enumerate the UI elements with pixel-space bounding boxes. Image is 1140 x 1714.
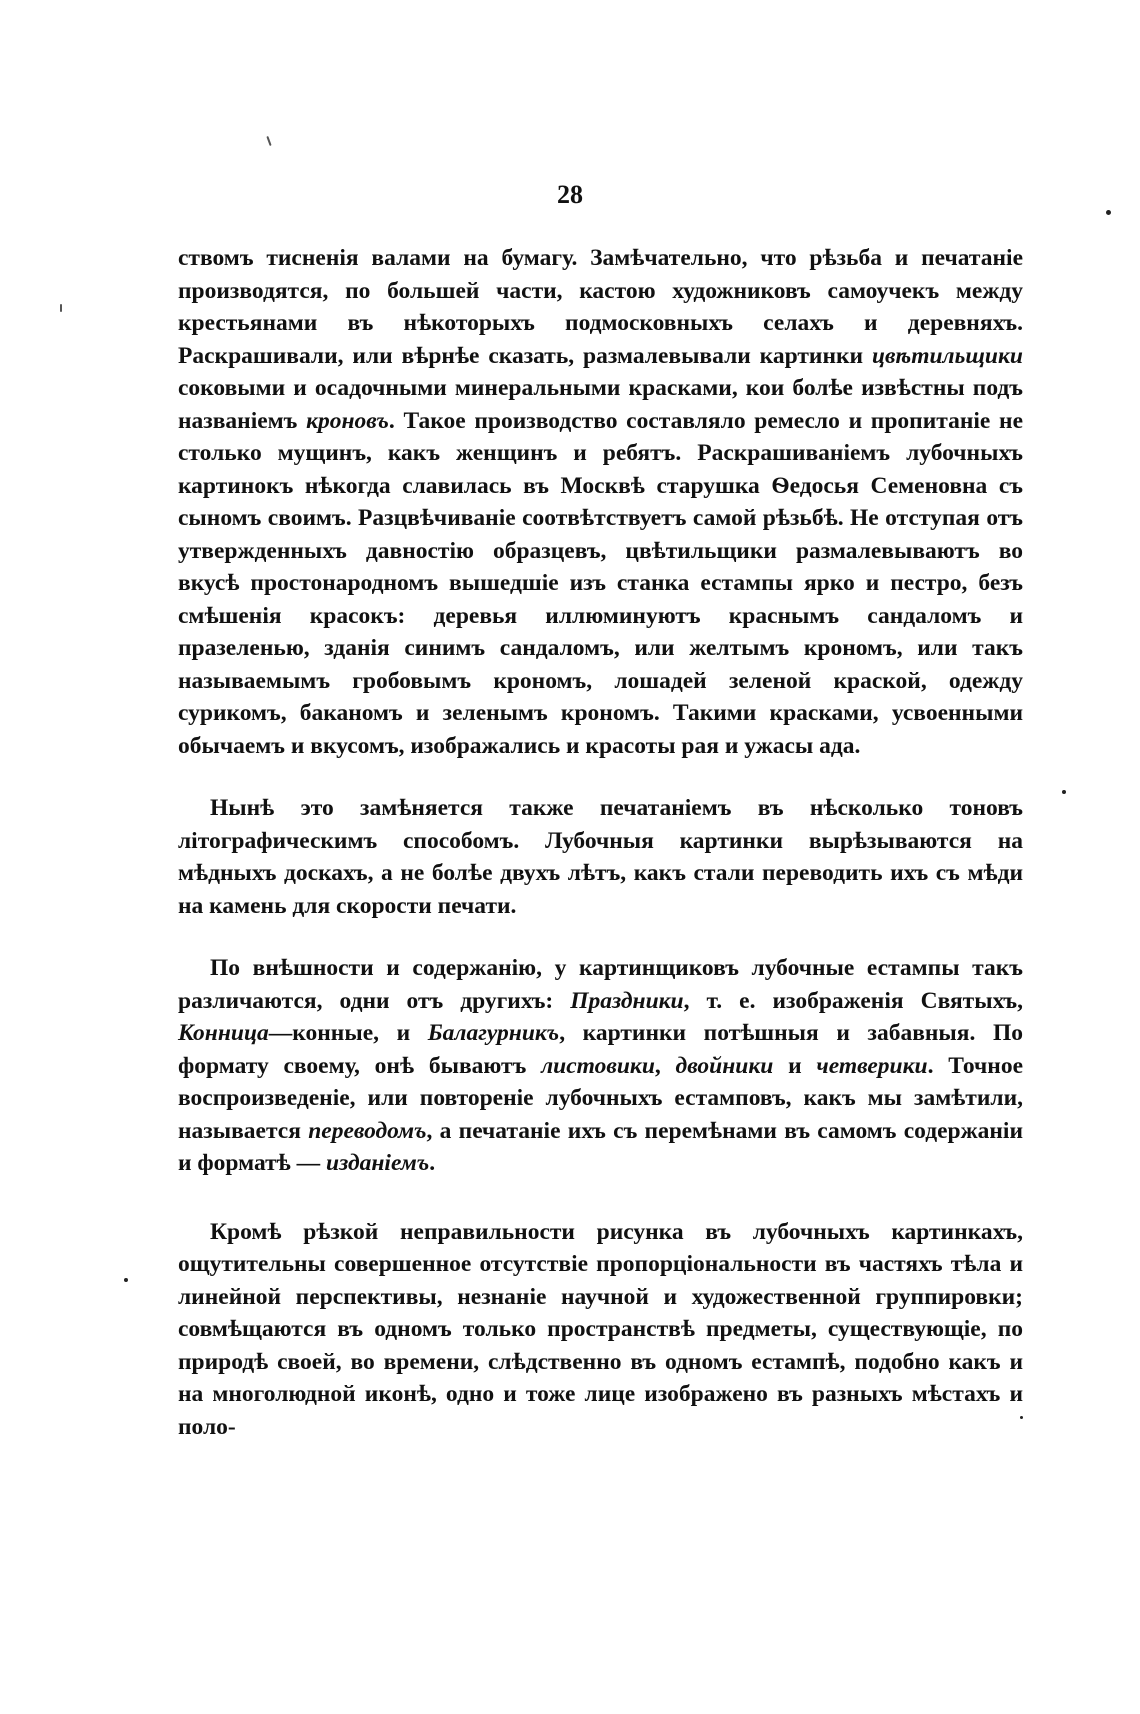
body-text bbox=[178, 242, 1023, 1443]
paragraph: ствомъ тисненія валами на бумагу. Замѣчательно, что рѣзьба и печатаніе производятся, по большей части, кастою художниковъ самоучекъ между крестьянами въ нѣкоторыхъ подмосковныхъ селахъ и деревняхъ. Раскрашивали, или вѣрнѣе сказать, размалевывали картинки цвѣтильщики соковыми и осадочными минеральными красками, кои болѣе извѣстны подъ названіемъ кроновъ. Такое производство составляло ремесло и пропитаніе не столько мущинъ, какъ женщинъ и ребятъ. Раскрашиваніемъ лубочныхъ картинокъ нѣкогда славилась въ Москвѣ старушка Ѳедосья Семеновна съ сыномъ своимъ. Разцвѣчиваніе соотвѣтствуетъ самой рѣзьбѣ. Не отступая отъ утвержденныхъ давностію образцевъ, цвѣтильщики размалевываютъ во вкусѣ простонародномъ вышедшіе изъ станка естампы ярко и пестро, безъ смѣшенія красокъ: деревья иллюминуютъ краснымъ сандаломъ и празеленью, зданія синимъ сандаломъ, или желтымъ крономъ, или такъ называемымъ гробовымъ крономъ, лошадей зеленой краской, одежду сурикомъ, баканомъ и зеленымъ крономъ. Такими красками, усвоенными обычаемъ и вкусомъ, изображались и красоты рая и ужасы ада. bbox=[178, 245, 1023, 759]
page-number: 28 bbox=[557, 180, 583, 209]
print-speck bbox=[266, 136, 271, 146]
italic-term: изданіемъ bbox=[326, 1150, 430, 1176]
paragraph: По внѣшности и содержанію, у картинщиковъ лубочные естампы такъ различаются, одни отъ другихъ: Праздники, т. е. изображенія Святыхъ, Конница—конные, и Балагурникъ, картинки потѣшныя и забавныя. По формату своему, онѣ бываютъ листовики, двойники и четверики. Точное воспроизведеніе, или повтореніе лубочныхъ естамповъ, какъ мы замѣтили, называется переводомъ, а печатаніе ихъ съ перемѣнами въ самомъ содержаніи и форматѣ — изданіемъ. bbox=[178, 955, 1023, 1176]
italic-term: четверики bbox=[816, 1052, 928, 1079]
italic-term: Балагурникъ bbox=[427, 1020, 560, 1046]
print-speck bbox=[124, 1278, 128, 1282]
italic-term: кроновъ bbox=[306, 407, 389, 434]
print-speck bbox=[1106, 210, 1111, 215]
print-speck bbox=[60, 304, 62, 312]
print-speck bbox=[1062, 790, 1066, 794]
italic-term: цвѣтильщики bbox=[871, 342, 1023, 369]
italic-term: Конница bbox=[178, 1020, 269, 1046]
italic-term: листовики bbox=[541, 1052, 655, 1079]
italic-term: двойники bbox=[675, 1052, 774, 1079]
italic-term: переводомъ bbox=[308, 1117, 427, 1144]
italic-term: Праздники bbox=[570, 987, 684, 1014]
paragraph: Кромѣ рѣзкой неправильности рисунка въ лубочныхъ картинкахъ, ощутительны совершенное отсутствіе пропорціональности въ частяхъ тѣла и линейной перспективы, незнаніе научной и художественной группировки; совмѣщаются въ одномъ только пространствѣ предметы, существующіе, по природѣ своей, во времени, слѣдственно въ одномъ естампѣ, подобно какъ и на многолюдной иконѣ, одно и тоже лице изображено въ разныхъ мѣстахъ и поло- bbox=[178, 1218, 1023, 1440]
paragraph: Нынѣ это замѣняется также печатаніемъ въ нѣсколько тоновъ літографическимъ способомъ. Лубочныя картинки вырѣзываются на мѣдныхъ доскахъ, а не болѣе двухъ лѣтъ, какъ стали переводить ихъ съ мѣди на камень для скорости печати. bbox=[178, 795, 1023, 919]
